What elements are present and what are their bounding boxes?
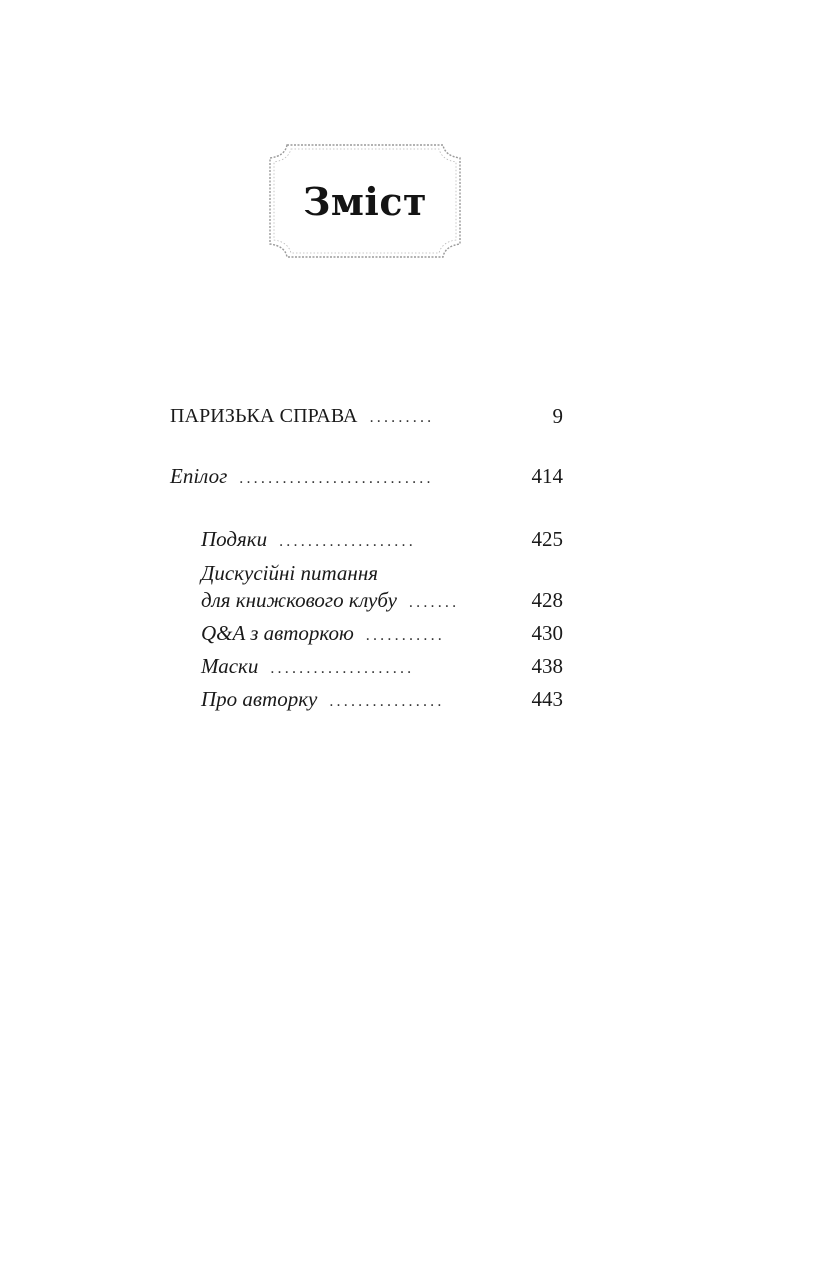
toc-entry-label: Епілог [170,464,228,488]
toc-page-number: 425 [531,527,563,551]
toc-page-number: 428 [531,588,563,612]
toc-page-number: 443 [531,687,563,711]
toc-entry-discussion-questions [201,587,563,616]
toc-entry-label: Q&A з авторкою [201,621,354,645]
toc-leader-dots: .................... [270,660,415,677]
toc-entry-label: Подяки [201,527,268,551]
toc-page-number: 414 [531,464,563,488]
toc-entry-main [170,403,563,431]
toc-entry-qa [201,620,563,649]
toc-entry-acknowledgements [201,526,563,555]
toc-entry-label: Маски [201,654,259,678]
toc-leader-dots: ................... [279,533,416,550]
toc-page-number: 9 [552,404,563,428]
toc-entry-masks [201,653,563,682]
toc-leader-dots: ......... [369,409,435,426]
toc-leader-dots: ....... [408,594,460,611]
toc-entry-label-line1: Дискусійні питання [201,561,379,585]
toc-entry-label: для книжкового клубу [201,588,397,612]
toc-entry-about-author [201,686,563,715]
contents-title-frame [265,140,465,262]
toc-entry-label: Про авторку [201,687,318,711]
toc-page-number: 438 [531,654,563,678]
toc-entry-label: ПАРИЗЬКА СПРАВА [170,405,358,427]
toc-leader-dots: ........................... [239,470,434,487]
page-title: Зміст [302,178,428,224]
toc-page-number: 430 [531,621,563,645]
toc-entry-epilogue [170,463,563,492]
toc-leader-dots: ........... [365,627,445,644]
toc-leader-dots: ................ [329,693,445,710]
